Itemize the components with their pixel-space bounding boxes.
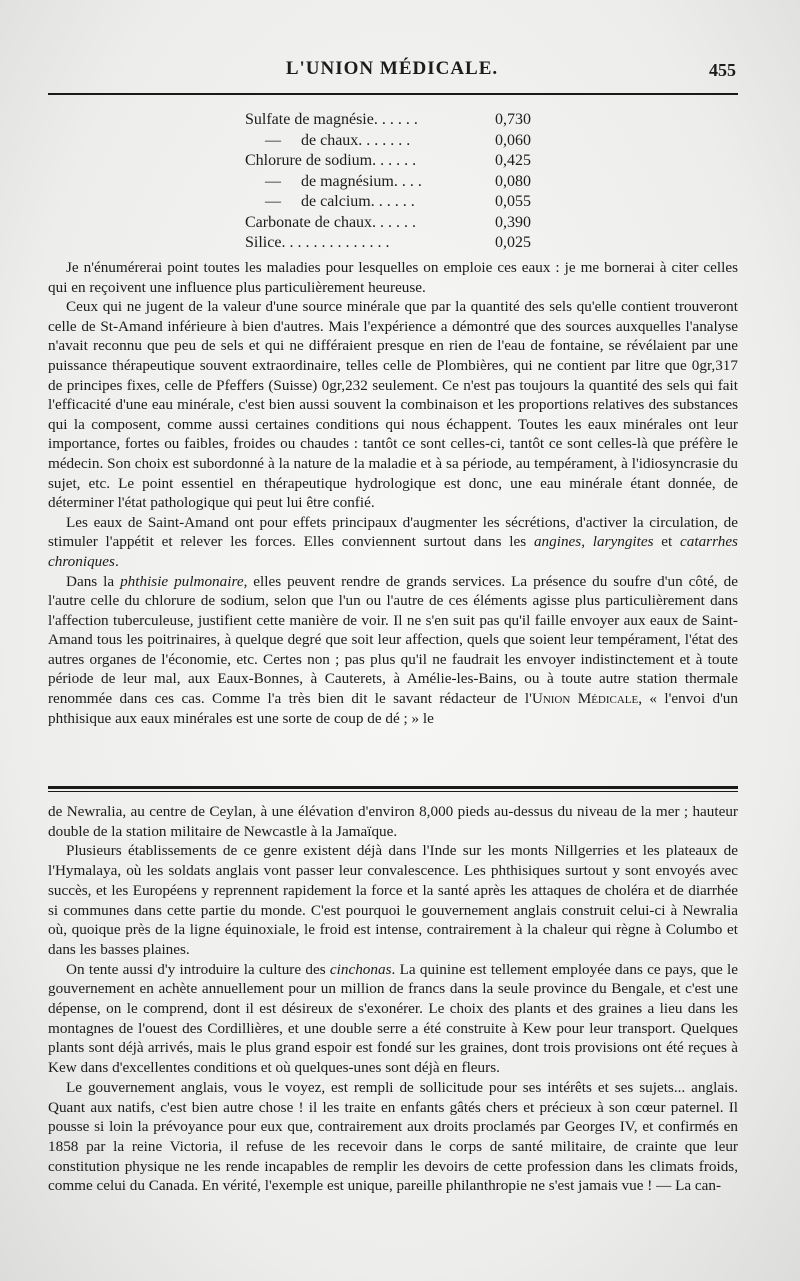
paragraph: Le gouvernement anglais, vous le voyez, est rempli de sollicitude pour ses intérêts et ses sujets... anglais. Quant aux natifs, c'est bien autre chose ! il les traite en enfants gâtés chers et précieux à son cœur paternel. Il pousse si loin la prévoyance pour eux que, contrairement aux droits proclamés par Georges IV, et confirmés en 1858 par la reine Victoria, il refuse de les recevoir dans le corps de santé militaire, de crainte que leur constitution physique ne les rende incapables de remplir les devoirs de cette profession dans les climats froids, comme celui du Canada. En vérité, l'exemple est unique, pareille philanthropie ne s'est jamais vue ! — La can- bbox=[48, 1078, 738, 1195]
page-header bbox=[48, 58, 736, 88]
table-row: Sulfate de magnésie. . . . . . 0,730 bbox=[245, 111, 531, 128]
table-row: Carbonate de chaux. . . . . . 0,390 bbox=[245, 213, 531, 231]
feuilleton-rule bbox=[48, 786, 738, 789]
feuilleton-section bbox=[48, 802, 738, 1196]
paragraph: Dans la phthisie pulmonaire, elles peuvent rendre de grands services. La présence du soufre d'un côté, de l'autre celle du chlorure de sodium, selon que l'un ou l'autre de ces éléments agisse plus particulièrement dans l'affection tuberculeuse, justifient cette manière de voir. Il ne s'en suit pas qu'il faille envoyer aux eaux de Saint-Amand tous les poitrinaires, à quelque degré que soit leur affection, quels que soient leur tempérament, l'état des autres organes de l'économie, etc. Certes non ; pas plus qu'il ne faudrait les envoyer indistinctement et à toute période de leur mal, aux Eaux-Bonnes, à Cauterets, à Amélie-les-Bains, ou à toute autre station thermale renommée dans ces cas. Comme l'a très bien dit le savant rédacteur de l'Union Médicale, « l'envoi d'un phthisique aux eaux minérales est une sorte de coup de dé ; » le bbox=[48, 572, 738, 727]
table-row: — de magnésium. . . . 0,080 bbox=[245, 172, 531, 190]
mineral-composition-table bbox=[245, 110, 555, 254]
paragraph: Les eaux de Saint-Amand ont pour effets principaux d'augmenter les sécrétions, d'activer la circulation, de stimuler l'appétit et relever les forces. Elles conviennent surtout dans les angines, laryngites et catarrhes chroniques. bbox=[48, 513, 738, 570]
header-rule bbox=[48, 93, 738, 95]
page-number: 455 bbox=[709, 60, 736, 80]
table-row: Silice. . . . . . . . . . . . . . 0,025 bbox=[245, 234, 531, 251]
paragraph: On tente aussi d'y introduire la culture des cinchonas. La quinine est tellement employée dans ce pays, que le gouvernement en achète annuellement pour un million de francs dans la seule province du Bengale, et c'est une dépense, on le comprend, dont il est désireux de s'exonérer. Le choix des plants et des graines a lieu dans les montagnes de l'ouest des Cordillières, et une double serre a été construite à Kew pour leur transport. Quelques plants sont déjà arrivés, mais le plus grand espoir est fondé sur les graines, dont trois provisions ont été reçues à Kew dans d'excellentes conditions et où quelques-unes sont déjà en fleurs. bbox=[48, 960, 738, 1077]
running-title: L'UNION MÉDICALE. bbox=[285, 58, 499, 79]
paragraph: Ceux qui ne jugent de la valeur d'une source minérale que par la quantité des sels qu'elle contient trouveront celle de St-Amand inférieure à bien d'autres. Mais l'expérience a démontré que des sources auxquelles l'analyse n'avait reconnu que peu de sels et qui ne différaient presque en rien de l'eau de fontaine, se révélaient par une puissance thérapeutique souvent extraordinaire, telles celle de Plombières, qui ne contient par litre que 0gr,317 de principes fixes, celle de Pfeffers (Suisse) 0gr,232 seulement. Ce n'est pas toujours la quantité des sels qui fait l'efficacité d'une eau minérale, c'est bien aussi souvent la combinaison et les proportions relatives des substances qui la composent, comme aussi certaines conditions qui nous échappent. Toutes les eaux minérales ont leur importance, fortes ou faibles, froides ou chaudes : tantôt ce sont celles-ci, tantôt ce sont celles-là que préfère le médecin. Son choix est subordonné à la nature de la maladie et à sa période, au tempérament, à l'idiosyncrasie du sujet, etc. Le point essentiel en thérapeutique hydrologique est donc, une eau minérale étant donnée, de déterminer l'état pathologique qui peut lui être confié. bbox=[48, 298, 738, 512]
table-row: — de calcium. . . . . . 0,055 bbox=[245, 193, 531, 210]
paragraph: de Newralia, au centre de Ceylan, à une élévation d'environ 8,000 pieds au-dessus du niveau de la mer ; hauteur double de la station militaire de Newcastle à la Jamaïque. bbox=[48, 803, 738, 840]
paragraph: Plusieurs établissements de ce genre existent déjà dans l'Inde sur les monts Nillgerries et les plateaux de l'Hymalaya, où les soldats anglais vont passer leur convalescence. Les phthisiques surtout y sont envoyés avec succès, et les Européens y reprennent rapidement la force et la santé après les attaques de choléra et de diarrhée si communes dans cette partie du monde. C'est pourquoi le gouvernement anglais construit celui-ci à Newralia où, quoique près de la ligne équinoxiale, le froid est intense, contrairement à la chaleur qui règne à Columbo et dans les basses plaines. bbox=[48, 842, 738, 958]
table-row: Chlorure de sodium. . . . . . 0,425 bbox=[245, 152, 531, 169]
paragraph: Je n'énumérerai point toutes les maladies pour lesquelles on emploie ces eaux : je me bornerai à citer celles qui en reçoivent une influence plus particulièrement heureuse. bbox=[48, 259, 738, 296]
feuilleton-rule-thin bbox=[48, 791, 738, 792]
table-row: — de chaux. . . . . . . 0,060 bbox=[245, 131, 531, 149]
main-article bbox=[48, 258, 738, 728]
